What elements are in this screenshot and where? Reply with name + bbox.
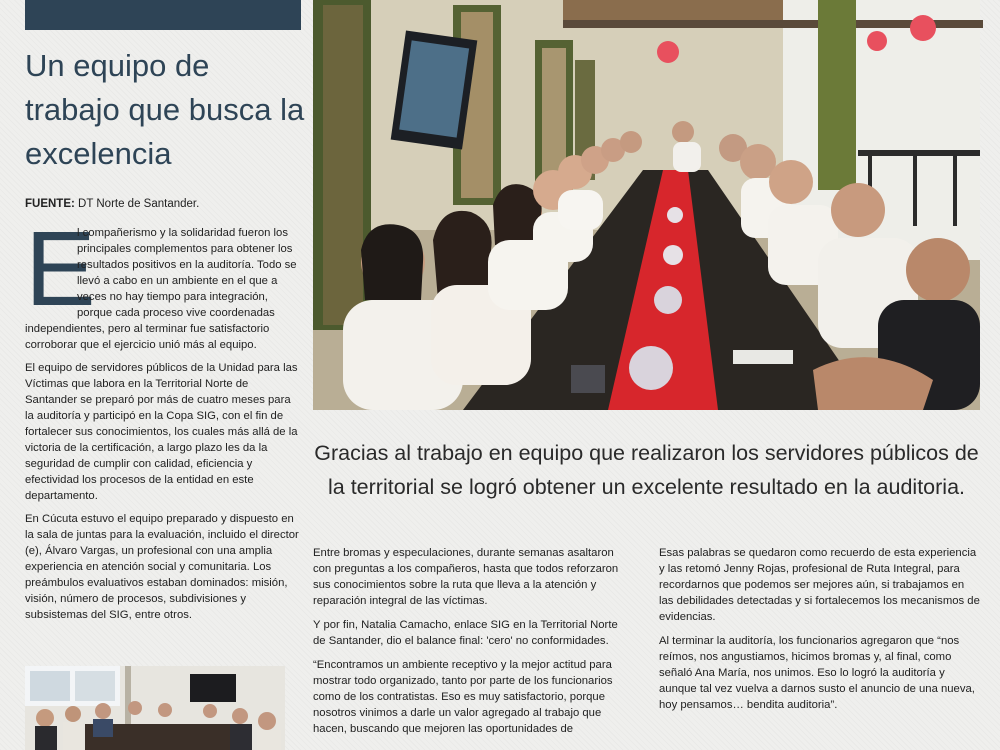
paragraph: “Encontramos un ambiente receptivo y la mejor actitud para mostrar todo organizado, tanto por parte de los funcionarios como de los contratistas. Eso es muy satisfactorio, porque nosotros vinimos a darle un valor agregado al trabajo que hacen, buscando que mejoren las oportunidades de (313, 659, 613, 735)
paragraph (25, 210, 301, 353)
team-dinner-photo (313, 0, 980, 410)
right-column (659, 545, 980, 721)
paragraph: Y por fin, Natalia Camacho, enlace SIG en la Territorial Norte de Santander, dio el balance final: 'cero' no conformidades. (313, 619, 618, 647)
paragraph-text: l compañerismo y la solidaridad fueron los principales complementos para obtener los resultados positivos en la auditoría. Todo se llevó a cabo en un ambiente en el que a veces no hay tiempo para integración, porque cada proceso vive coordenadas independientes, pero al terminar fue satisfactorio corroborar que el ejercicio unió más al equipo. (25, 227, 297, 351)
paragraph: Al terminar la auditoría, los funcionarios agregaron que “nos reímos, nos angustiamos, hicimos bromas y, al final, como señaló Ana María, nos unimos. Eso lo logró la auditoría y aunque tal vez vuelva a darnos susto el anuncio de una nueva, hoy pensamos… bendita auditoria”. (659, 635, 975, 711)
article-title: Un equipo de trabajo que busca la excelencia (25, 48, 305, 171)
paragraph: El equipo de servidores públicos de la Unidad para las Víctimas que labora en la Territorial Norte de Santander se preparó por más de cuatro meses para la auditoría y participó en la Copa SIG, con el fin de fortalecer sus conocimientos, los cuales más allá de la victoria de la certificación, a largo plazo les da la seguridad de cumplir con calidad, eficiencia y efectividad los procesos de la entidad en este departamento. (25, 362, 298, 502)
photo-caption: Gracias al trabajo en equipo que realizaron los servidores públicos de la territorial se logró obtener un excelente resultado en la auditoria. (314, 441, 979, 499)
paragraph: Entre bromas y especulaciones, durante semanas asaltaron con preguntas a los compañeros, hasta que todos reforzaron sus conocimientos sobre la ruta que lleva a la atención y reparación integral de las víctimas. (313, 547, 619, 607)
source-label: FUENTE: (25, 198, 75, 210)
paragraph: En Cúcuta estuvo el equipo preparado y dispuesto en la sala de juntas para la evaluación, incluido el director (e), Álvaro Vargas, un profesional con una amplia experiencia en atención social y comunitaria. Los preámbulos evaluativos estaban dominados: misión, visión, número de procesos, subdivisiones y subsistemas del SIG, entre otros. (25, 513, 299, 621)
middle-column (313, 545, 633, 745)
header-bar (25, 0, 301, 30)
source-value: DT Norte de Santander. (78, 198, 200, 210)
drop-cap: E (25, 210, 96, 328)
left-column (25, 210, 301, 630)
paragraph: Esas palabras se quedaron como recuerdo de esta experiencia y las retomó Jenny Rojas, profesional de Ruta Integral, para recordarnos que podemos ser mejores aún, si trabajamos en las debilidades detectadas y si fortalecemos los mecanismos de evidencias. (659, 547, 980, 623)
source-line (25, 198, 199, 210)
meeting-room-photo (25, 666, 285, 750)
